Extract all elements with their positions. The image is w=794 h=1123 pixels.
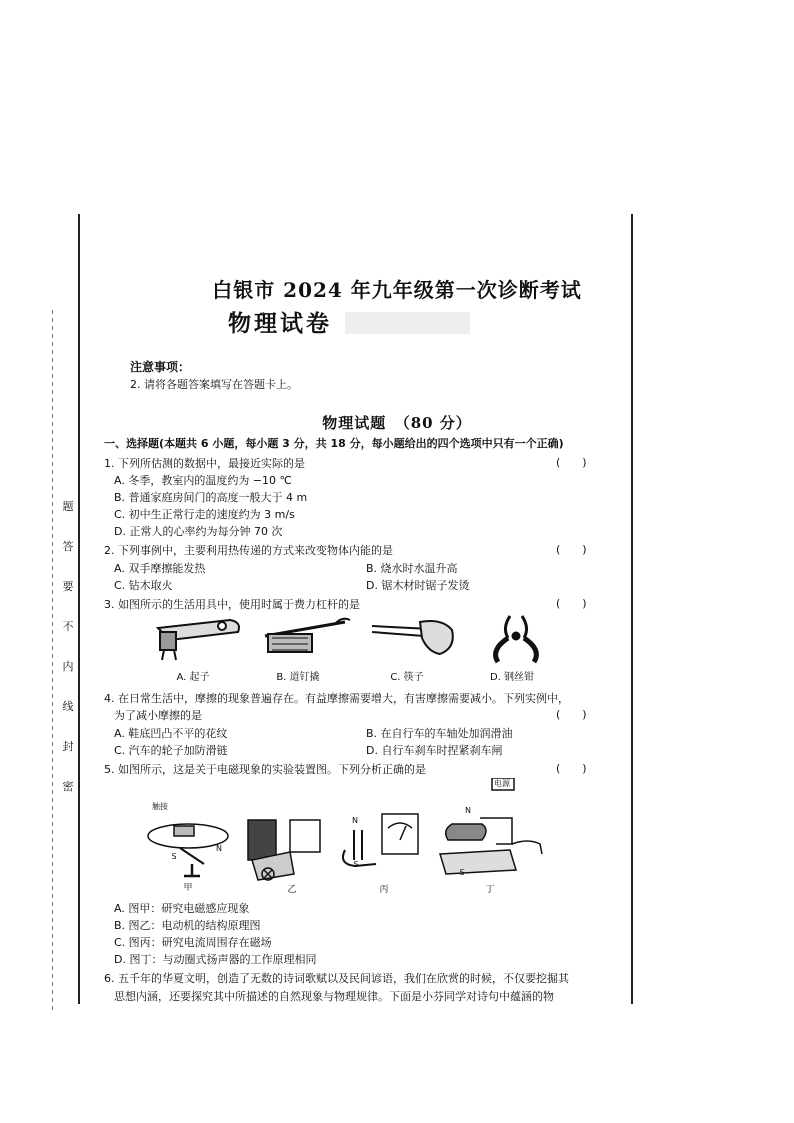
label-north: N — [216, 844, 222, 853]
binding-char: 线 — [62, 700, 74, 713]
caption-jia: 甲 — [183, 883, 193, 893]
q2-option-a: A. 双手摩擦能发热 — [114, 562, 206, 575]
chopsticks-figure — [372, 621, 453, 654]
question-1-stem: 1. 下列所估测的数据中，最接近实际的是 — [104, 457, 305, 470]
binding-char: 不 — [62, 620, 74, 633]
q5-option-c: C. 图丙：研究电流周围存在磁场 — [114, 936, 272, 949]
binding-char: 密 — [62, 780, 74, 793]
q3-option-b: B. 道钉撬 — [276, 672, 320, 683]
label-power: 电源 — [494, 779, 510, 788]
figure-yi — [248, 820, 320, 880]
electromagnetism-figures — [140, 778, 560, 896]
section-title: 物理试题 （80 分） — [322, 414, 472, 432]
q3-option-a: A. 起子 — [176, 672, 210, 683]
q5-option-b: B. 图乙：电动机的结构原理图 — [114, 919, 261, 932]
label-south: S — [459, 868, 465, 877]
answer-paren: ( ) — [556, 543, 587, 556]
section-heading: 一、选择题(本题共 6 小题，每小题 3 分，共 18 分，每小题给出的四个选项中只有一个正确) — [104, 437, 564, 450]
question-3-stem: 3. 如图所示的生活用具中，使用时属于费力杠杆的是 — [104, 598, 360, 611]
q3-option-d: D. 钢丝钳 — [489, 672, 535, 683]
lever-figures — [150, 608, 550, 664]
binding-char: 答 — [62, 540, 74, 553]
label-south: S — [171, 852, 177, 861]
right-border-line — [631, 214, 633, 1004]
q4-option-b: B. 在自行车的车轴处加润滑油 — [366, 727, 513, 740]
q1-option-d: D. 正常人的心率约为每分钟 70 次 — [114, 525, 283, 538]
binding-char: 要 — [62, 580, 74, 593]
binding-char: 内 — [62, 660, 74, 673]
q4-option-d: D. 自行车刹车时捏紧刹车闸 — [366, 744, 503, 757]
answer-paren: ( ) — [556, 456, 587, 469]
exam-subtitle: 物理试卷 — [228, 310, 332, 337]
smudge — [345, 312, 470, 334]
label-north: N — [465, 806, 471, 815]
q2-option-c: C. 钻木取火 — [114, 579, 173, 592]
answer-paren: ( ) — [556, 597, 587, 610]
exam-title: 白银市 2024 年九年级第一次诊断考试 — [212, 278, 582, 302]
label-north: N — [352, 816, 358, 825]
pliers-figure — [496, 616, 537, 662]
binding-char: 封 — [62, 740, 74, 753]
q4-option-c: C. 汽车的轮子加防滑链 — [114, 744, 228, 757]
caption-ding: 丁 — [485, 885, 495, 895]
notice-heading: 注意事项： — [130, 360, 191, 374]
question-5-stem: 5. 如图所示，这是关于电磁现象的实验装置图。下列分析正确的是 — [104, 763, 426, 776]
q2-option-b: B. 烧水时水温升高 — [366, 562, 458, 575]
q1-option-a: A. 冬季，教室内的温度约为 −10 ℃ — [114, 474, 292, 487]
binding-line-text — [58, 498, 78, 798]
question-6-stem-cont: 思想内涵，还要探究其中所描述的自然现象与物理规律。下面是小芬同学对诗句中蕴涵的物 — [114, 990, 554, 1003]
figure-ding — [440, 778, 542, 874]
question-6-stem: 6. 五千年的华夏文明，创造了无数的诗词歌赋以及民间谚语，我们在欣赏的时候，不仅要挖掘其 — [104, 972, 569, 985]
caption-bing: 丙 — [379, 885, 389, 895]
answer-paren: ( ) — [556, 708, 587, 721]
question-4-stem-cont: 为了减小摩擦的是 — [114, 709, 202, 722]
q2-option-d: D. 锯木材时锯子发烫 — [366, 579, 470, 592]
bottle-opener-figure — [158, 620, 239, 660]
caption-yi: 乙 — [287, 885, 297, 895]
label-touch: 触接 — [152, 802, 168, 811]
left-border-line — [78, 214, 80, 1004]
answer-paren: ( ) — [556, 762, 587, 775]
notice-item: 2. 请将各题答案填写在答题卡上。 — [130, 378, 298, 391]
label-south: S — [353, 860, 359, 869]
q3-option-c: C. 筷子 — [390, 672, 424, 683]
q1-option-c: C. 初中生正常行走的速度约为 3 m/s — [114, 508, 295, 521]
binding-char: 题 — [62, 500, 74, 513]
q5-option-d: D. 图丁：与动圈式扬声器的工作原理相同 — [114, 953, 317, 966]
question-4-stem: 4. 在日常生活中，摩擦的现象普遍存在。有益摩擦需要增大，有害摩擦需要减小。下列实例中， — [104, 692, 569, 705]
question-2-stem: 2. 下列事例中，主要利用热传递的方式来改变物体内能的是 — [104, 544, 393, 557]
q4-option-a: A. 鞋底凹凸不平的花纹 — [114, 727, 228, 740]
q1-option-b: B. 普通家庭房间门的高度一般大于 4 m — [114, 491, 308, 504]
nail-puller-figure — [265, 619, 350, 652]
q5-option-a: A. 图甲：研究电磁感应现象 — [114, 902, 250, 915]
